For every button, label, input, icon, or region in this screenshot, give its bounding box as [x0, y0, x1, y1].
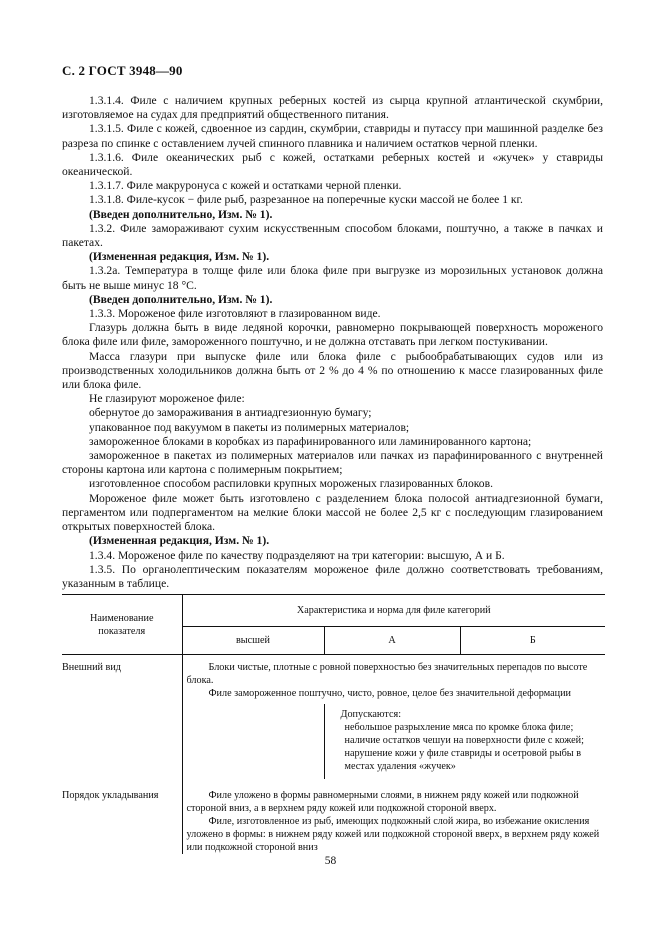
amendment-note: (Введен дополнительно, Изм. № 1).: [89, 292, 273, 306]
paragraph: 1.3.1.8. Филе-кусок − филе рыб, разрезанное на поперечные куски массой не более 1 кг.: [89, 193, 523, 207]
paragraph: 1.3.2а. Температура в толще филе или блока филе при выгрузке из морозильных установок должна быть не выше минус 18 °С.: [62, 264, 603, 292]
col-header-b: Б: [460, 627, 605, 655]
page-header: С. 2 ГОСТ 3948—90: [62, 63, 183, 78]
paragraph: 1.3.2. Филе замораживают сухим искусственным способом блоками, поштучно, а также в пачках и пакетах.: [62, 221, 603, 250]
paragraph: замороженное в пакетах из полимерных материалов или пачках из парафинированного с внутренней стороны картона или картона с полимерным покрытием;: [62, 449, 603, 477]
paragraph: изготовленное способом распиловки крупных мороженых глазированных блоков.: [89, 477, 493, 491]
body-text: [62, 94, 603, 591]
packing-text-2: Филе, изготовленное из рыб, имеющих подкожный слой жира, во избежание окисления уложено в формы: в нижнем ряду кожей или подкожной стороной вверх, в верхнем ряду кожей или подкожной стороной вниз: [186, 816, 600, 853]
col-header-a: А: [324, 627, 460, 655]
paragraph: обернутое до замораживания в антиадгезионную бумагу;: [89, 406, 372, 420]
packing-common: [182, 779, 605, 854]
paragraph: 1.3.5. По органолептическим показателям мороженое филе должно соответствовать требованиям, указанным в таблице.: [62, 562, 603, 590]
paragraph: 1.3.3. Мороженое филе изготовляют в глазированном виде.: [89, 307, 381, 321]
appearance-text-1: Блоки чистые, плотные с ровной поверхностью без значительных перепадов по высоте блока.: [186, 662, 588, 686]
paragraph: Мороженое филе может быть изготовлено с разделением блока полосой антиадгезионной бумаги, пергаментом или подпергаментом на мелкие блоки массой не более 2,5 кг с последующим глазированием открытых поверхностей блока.: [62, 491, 603, 534]
allowed-item-1: небольшое разрыхление мяса по кромке блока филе;: [344, 722, 574, 733]
col-header-indicator: Наименование показателя: [62, 595, 182, 655]
paragraph: замороженное блоками в коробках из парафинированного или ламинированного картона;: [89, 434, 532, 448]
paragraph: Глазурь должна быть в виде ледяной корочки, равномерно покрывающей поверхность мороженого блока филе или филе, замороженного поштучно, и не должна отставать при легком постукивании.: [62, 321, 603, 349]
table-row: [62, 655, 605, 705]
amendment-note: (Измененная редакция, Изм. № 1).: [89, 250, 270, 264]
packing-text-1: Филе уложено в формы равномерными слоями, в нижнем ряду кожей или подкожной стороной вниз, а в верхнем ряду кожей или подкожной стороной вверх.: [186, 790, 579, 814]
amendment-note: (Измененная редакция, Изм. № 1).: [89, 534, 270, 548]
paragraph: Не глазируют мороженое филе:: [89, 392, 245, 406]
allowed-title: Допускаются:: [340, 709, 402, 720]
allowed-item-2: наличие остатков чешуи на поверхности филе с кожей;: [344, 735, 584, 746]
paragraph: 1.3.1.6. Филе океанических рыб с кожей, остатками реберных костей и «жучек» у ставриды океанической.: [62, 150, 603, 179]
paragraph: Масса глазури при выпуске филе или блока филе с рыбообрабатывающих судов или из производственных холодильников должна быть от 2 % до 4 % по отношению к массе глазированных филе или блока филе.: [62, 349, 603, 392]
paragraph: упакованное под вакуумом в пакеты из полимерных материалов;: [89, 420, 410, 434]
organoleptic-table: [62, 594, 605, 854]
col-header-group: Характеристика и норма для филе категорий: [182, 595, 605, 627]
paragraph: 1.3.1.4. Филе с наличием крупных реберных костей из сырца крупной атлантической скумбрии, изготовляемое на судах для предприятий общественного питания.: [62, 94, 603, 122]
appearance-common: [182, 655, 605, 705]
amendment-note: (Введен дополнительно, Изм. № 1).: [89, 207, 273, 221]
col-header-premium: высшей: [182, 627, 324, 655]
paragraph: 1.3.1.5. Филе с кожей, сдвоенное из сардин, скумбрии, ставриды и путассу при машинной разделке без разреза по спинке с оставлением лучей спинного плавника и наличием остатков черной пленки.: [62, 122, 603, 150]
appearance-text-2: Филе замороженное поштучно, чисто, ровное, целое без значительной деформации: [208, 688, 571, 699]
row-name-packing: Порядок укладывания: [62, 779, 182, 854]
allowed-item-3: нарушение кожи у филе ставриды и осетровой рыбы в местах удаления «жучек»: [344, 748, 582, 772]
row-name-appearance: Внешний вид: [62, 655, 182, 780]
page-number: 58: [324, 855, 337, 867]
table-row: [62, 779, 605, 854]
paragraph: 1.3.1.7. Филе макруронуса с кожей и остатками черной пленки.: [89, 179, 402, 193]
paragraph: 1.3.4. Мороженое филе по качеству подразделяют на три категории: высшую, А и Б.: [89, 548, 505, 562]
appearance-allowed: [324, 704, 605, 779]
